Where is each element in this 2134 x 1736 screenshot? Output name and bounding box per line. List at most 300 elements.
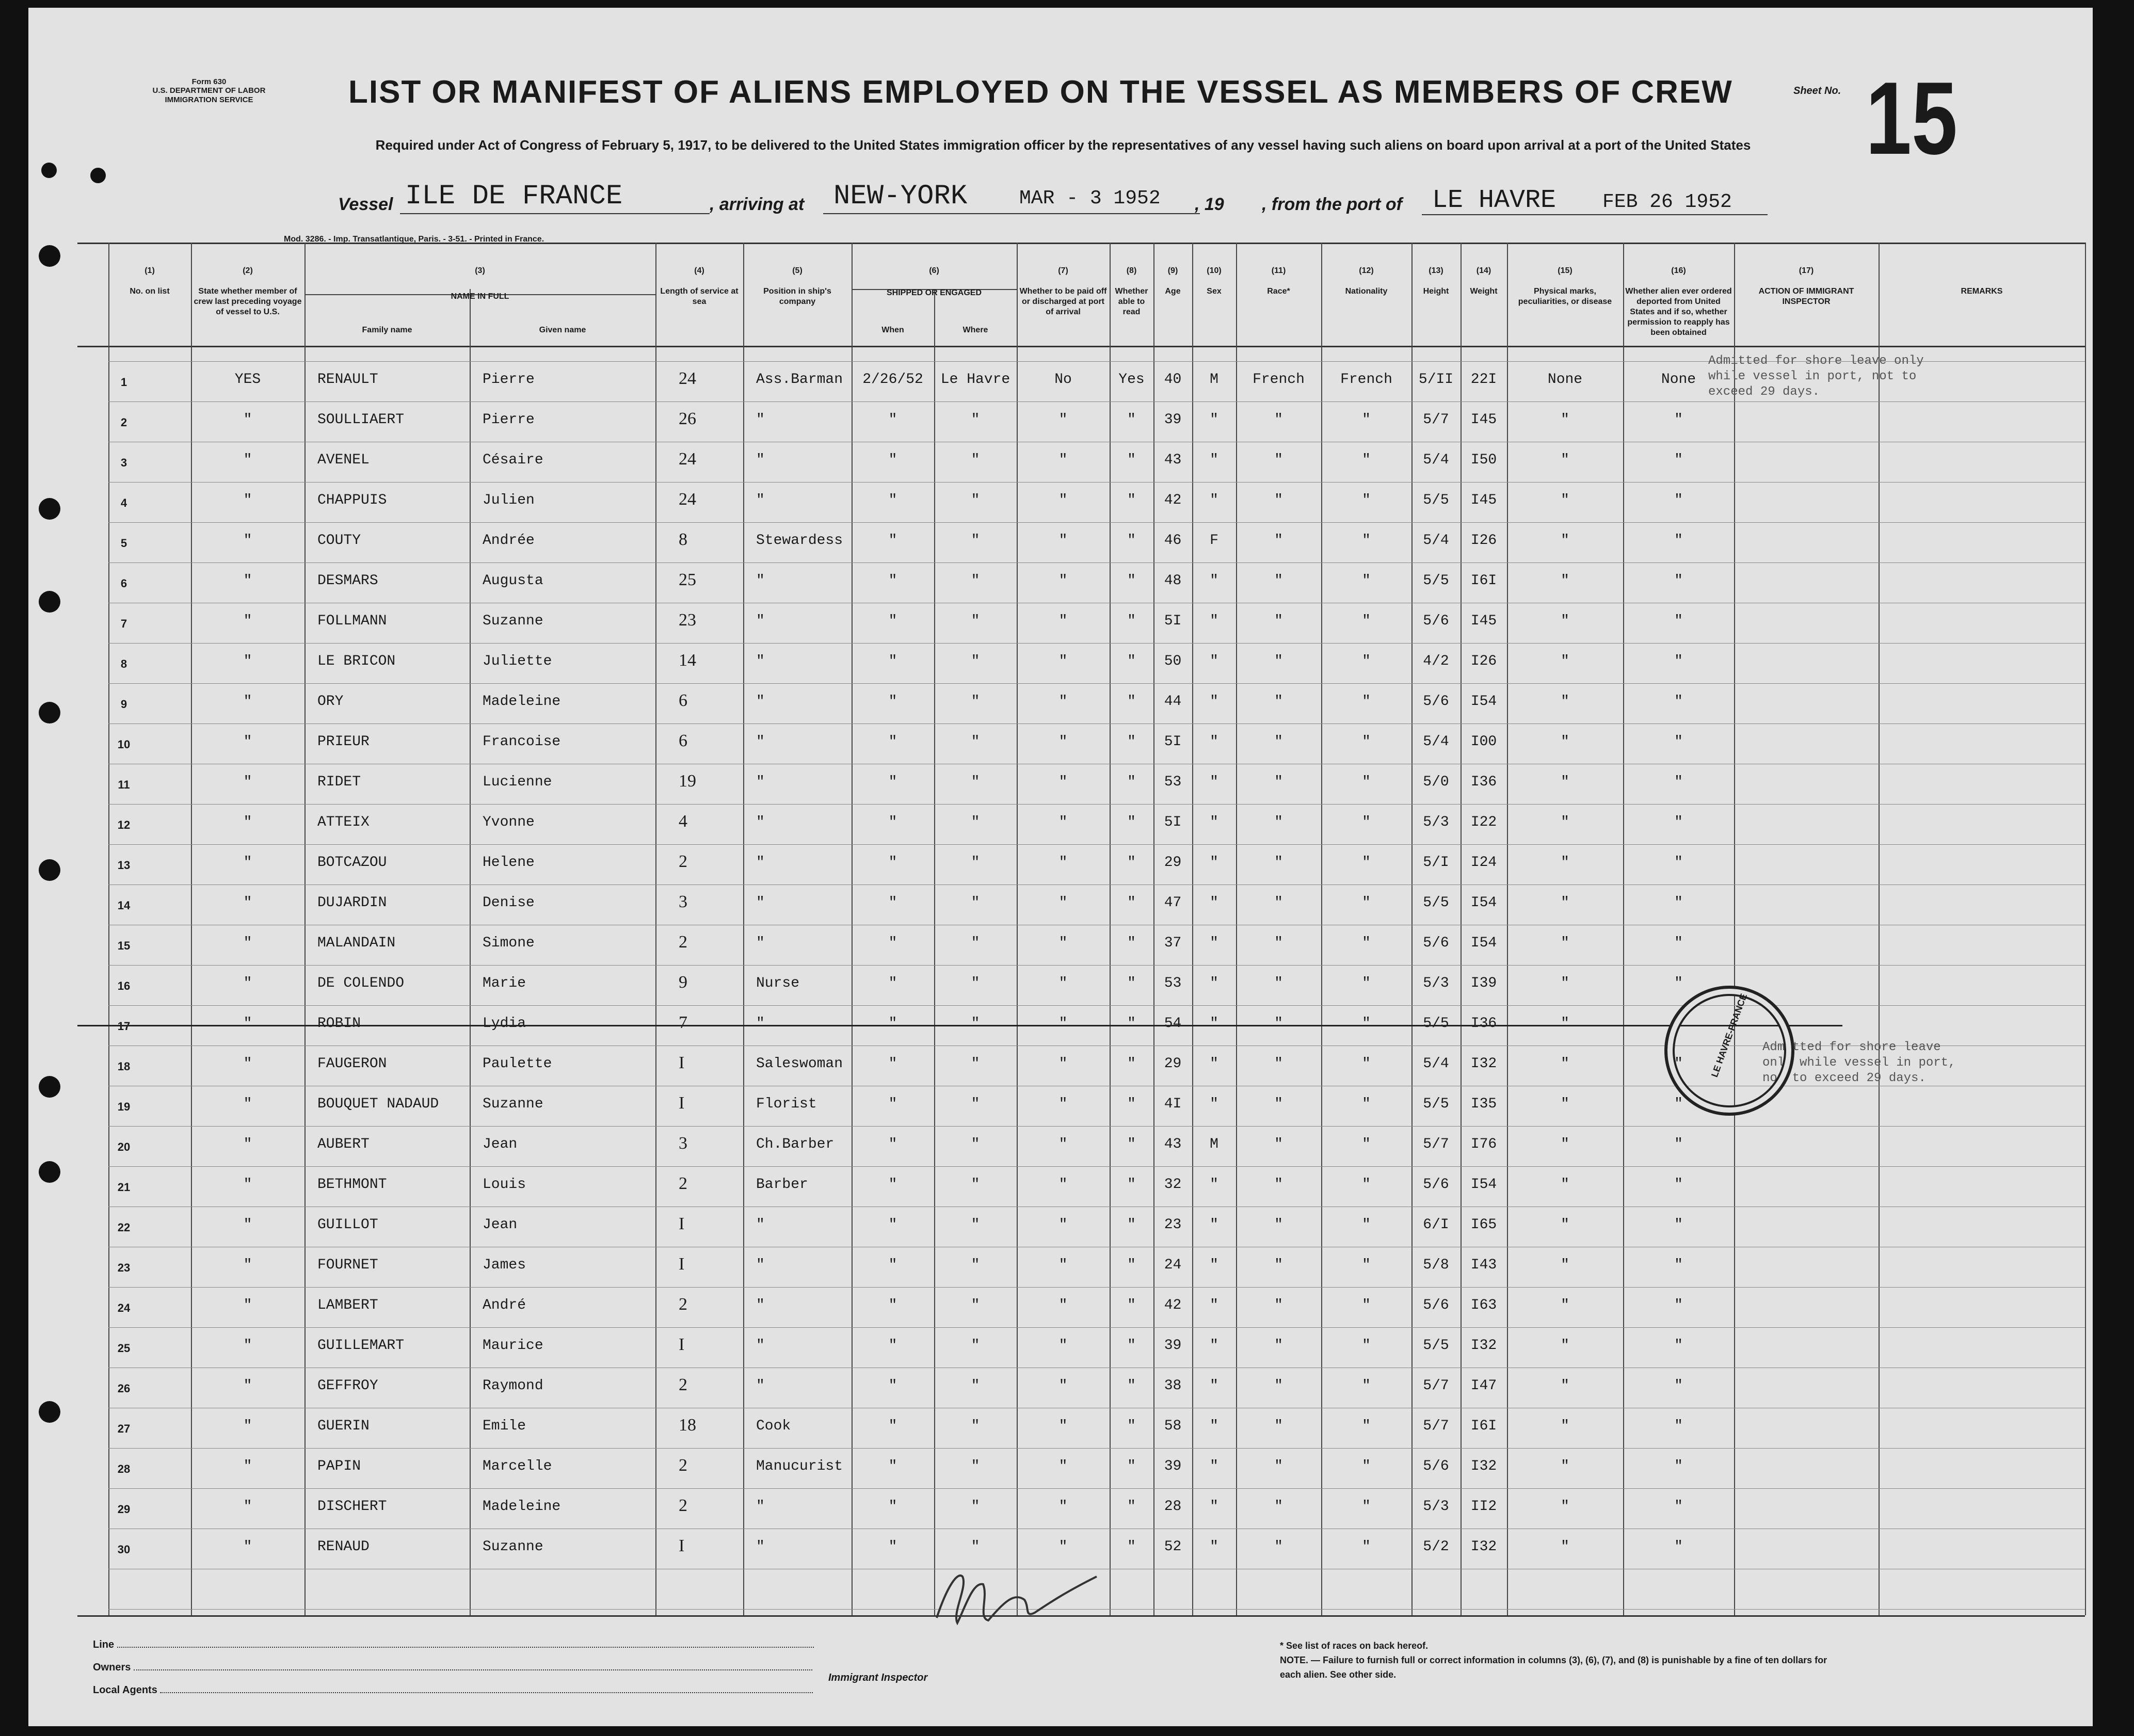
vessel-name: ILE DE FRANCE: [405, 181, 623, 212]
cell-service: 2: [679, 933, 687, 952]
cell-read: ": [1127, 1096, 1136, 1112]
cell-deported: ": [1674, 1257, 1683, 1273]
cell-height: 5/7: [1423, 1418, 1449, 1434]
cell-position: ": [756, 774, 765, 790]
cell-family: BOTCAZOU: [317, 855, 387, 871]
cell-when: ": [888, 1257, 897, 1273]
cell-read: ": [1127, 814, 1136, 830]
column-number: (11): [1271, 266, 1286, 275]
cell-where: ": [971, 1539, 980, 1555]
cell-paid: ": [1058, 895, 1068, 911]
binder-hole: [39, 702, 60, 724]
cell-family: GUILLEMART: [317, 1338, 405, 1354]
cell-race: ": [1274, 492, 1283, 508]
cell-read: ": [1127, 533, 1136, 549]
cell-where: ": [971, 734, 980, 750]
cell-service: 14: [679, 651, 696, 670]
agents-field: [93, 1679, 814, 1701]
column-divider: [1110, 243, 1111, 1615]
cell-deported: ": [1674, 412, 1683, 428]
cell-prev: ": [243, 855, 252, 871]
cell-sex: ": [1210, 613, 1218, 629]
cell-nat: ": [1362, 694, 1371, 710]
cell-given: André: [483, 1297, 526, 1313]
column-number: (9): [1167, 266, 1178, 275]
column-number: (8): [1126, 266, 1137, 275]
cell-paid: ": [1058, 1418, 1068, 1434]
column-subtitle: Where: [962, 326, 988, 334]
cell-when: ": [888, 533, 897, 549]
cell-age: 53: [1164, 774, 1182, 790]
crew-table: [77, 243, 2085, 1620]
cell-marks: ": [1561, 1136, 1569, 1152]
row-number: 25: [117, 1342, 131, 1355]
cell-weight: I32: [1470, 1539, 1497, 1555]
column-number: (17): [1799, 266, 1814, 275]
cell-prev: ": [243, 412, 252, 428]
column-title: NAME IN FULL: [451, 292, 509, 301]
cell-read: ": [1127, 492, 1136, 508]
cell-height: 5/4: [1423, 533, 1449, 549]
cell-paid: ": [1058, 855, 1068, 871]
column-number: (13): [1429, 266, 1443, 275]
cell-when: ": [888, 1056, 897, 1072]
cell-height: 5/4: [1423, 452, 1449, 468]
cell-deported: ": [1674, 1217, 1683, 1233]
cell-read: ": [1127, 1136, 1136, 1152]
cell-race: ": [1274, 774, 1283, 790]
row-rule: [108, 482, 2085, 483]
cell-position: ": [756, 855, 765, 871]
cell-nat: ": [1362, 1177, 1371, 1193]
port-stamp: [1664, 986, 1794, 1116]
cell-service: 4: [679, 812, 687, 831]
cell-deported: ": [1674, 573, 1683, 589]
cell-weight: I24: [1470, 855, 1497, 871]
cell-service: 23: [679, 610, 696, 630]
cell-nat: ": [1362, 935, 1371, 951]
cell-age: 39: [1164, 1458, 1182, 1474]
cell-where: ": [971, 613, 980, 629]
cell-deported: ": [1674, 533, 1683, 549]
cell-prev: ": [243, 573, 252, 589]
column-title: Length of service at sea: [660, 287, 739, 306]
cell-position: Ch.Barber: [756, 1136, 835, 1152]
column-number: (16): [1671, 266, 1686, 275]
cell-when: ": [888, 1177, 897, 1193]
cell-sex: ": [1210, 855, 1218, 871]
cell-when: ": [888, 935, 897, 951]
cell-read: ": [1127, 1418, 1136, 1434]
owners-label: Owners: [93, 1662, 131, 1673]
row-number: 29: [117, 1503, 131, 1516]
cell-given: Lydia: [483, 1016, 526, 1032]
binder-hole: [41, 163, 57, 178]
departure-date: FEB 26 1952: [1602, 191, 1732, 213]
column-title: Height: [1423, 287, 1449, 296]
cell-sex: ": [1210, 1539, 1218, 1555]
cell-family: LE BRICON: [317, 653, 396, 669]
cell-marks: ": [1561, 975, 1569, 991]
cell-height: 5/6: [1423, 1177, 1449, 1193]
cell-given: Juliette: [483, 653, 552, 669]
binder-hole: [90, 168, 106, 183]
remark-shore-leave-first: Admitted for shore leave only while vessel in port, not to exceed 29 days.: [1708, 354, 1924, 399]
cell-where: ": [971, 492, 980, 508]
cell-nat: ": [1362, 1458, 1371, 1474]
column-divider: [1879, 243, 1880, 1615]
column-divider: [1411, 243, 1413, 1615]
column-divider: [1623, 243, 1624, 1615]
column-title: Whether to be paid off or discharged at port of arrival: [1019, 287, 1107, 316]
cell-deported: ": [1674, 1016, 1683, 1032]
cell-height: 6/I: [1423, 1217, 1449, 1233]
cell-marks: ": [1561, 1016, 1569, 1032]
inspector-signature: [926, 1556, 1112, 1638]
cell-nat: ": [1362, 774, 1371, 790]
cell-family: FOURNET: [317, 1257, 378, 1273]
department-name: U.S. DEPARTMENT OF LABOR: [152, 86, 266, 95]
cell-marks: ": [1561, 1096, 1569, 1112]
cell-where: ": [971, 573, 980, 589]
column-title: Position in ship's company: [763, 287, 831, 306]
cell-when: ": [888, 1499, 897, 1515]
cell-sex: ": [1210, 1499, 1218, 1515]
cell-age: 5I: [1164, 814, 1182, 830]
vessel-label: Vessel: [338, 195, 393, 214]
cell-sex: ": [1210, 734, 1218, 750]
cell-sex: ": [1210, 412, 1218, 428]
cell-where: ": [971, 774, 980, 790]
cell-age: 58: [1164, 1418, 1182, 1434]
cell-race: ": [1274, 533, 1283, 549]
row-number: 27: [117, 1422, 131, 1435]
cell-sex: M: [1210, 1136, 1218, 1152]
cell-age: 42: [1164, 492, 1182, 508]
cell-age: 38: [1164, 1378, 1182, 1394]
cell-family: ATTEIX: [317, 814, 370, 830]
row-rule: [108, 844, 2085, 845]
race-note: * See list of races on back hereof.: [1280, 1641, 1429, 1651]
cell-service: 26: [679, 409, 696, 428]
cell-deported: ": [1674, 1458, 1683, 1474]
arriving-label: , arriving at: [710, 195, 805, 214]
cell-sex: ": [1210, 694, 1218, 710]
cell-deported: ": [1674, 895, 1683, 911]
cell-paid: ": [1058, 1378, 1068, 1394]
cell-height: 5/I: [1423, 855, 1449, 871]
cell-when: ": [888, 1378, 897, 1394]
cell-marks: ": [1561, 1378, 1569, 1394]
cell-read: ": [1127, 452, 1136, 468]
cell-service: I: [679, 1214, 685, 1233]
remark-shore-leave-second: Admitted for shore leave only while vessel in port, not to exceed 29 days.: [1762, 1040, 1956, 1085]
cell-where: ": [971, 975, 980, 991]
column-title: State whether member of crew last preceding voyage of vessel to U.S.: [194, 287, 302, 316]
cell-sex: ": [1210, 774, 1218, 790]
cell-weight: II2: [1470, 1499, 1497, 1515]
cell-prev: ": [243, 935, 252, 951]
binder-hole: [39, 1076, 60, 1098]
cell-race: ": [1274, 613, 1283, 629]
column-title: Age: [1165, 287, 1181, 296]
cell-marks: ": [1561, 1539, 1569, 1555]
cell-where: ": [971, 412, 980, 428]
inspector-label: Immigrant Inspector: [828, 1672, 928, 1683]
cell-age: 32: [1164, 1177, 1182, 1193]
column-divider: [1734, 243, 1735, 1615]
cell-given: Suzanne: [483, 1096, 543, 1112]
from-port-label: , from the port of: [1262, 195, 1402, 214]
sheet-label: Sheet No.: [1793, 85, 1841, 97]
cell-prev: ": [243, 1177, 252, 1193]
column-number: (3): [475, 266, 485, 275]
cell-nat: ": [1362, 1257, 1371, 1273]
cell-race: ": [1274, 1056, 1283, 1072]
cell-where: ": [971, 1016, 980, 1032]
cell-where: ": [971, 653, 980, 669]
cell-height: 5/5: [1423, 1096, 1449, 1112]
cell-race: ": [1274, 1096, 1283, 1112]
cell-read: ": [1127, 1338, 1136, 1354]
cell-when: ": [888, 975, 897, 991]
cell-given: Augusta: [483, 573, 543, 589]
row-number: 21: [117, 1181, 131, 1194]
row-number: 6: [120, 577, 127, 590]
cell-when: 2/26/52: [862, 372, 923, 388]
cell-weight: I32: [1470, 1338, 1497, 1354]
cell-weight: I63: [1470, 1297, 1497, 1313]
column-title: Nationality: [1345, 287, 1388, 296]
column-number: (15): [1558, 266, 1573, 275]
cell-marks: None: [1547, 372, 1583, 388]
cell-paid: ": [1058, 1177, 1068, 1193]
cell-service: I: [679, 1094, 685, 1113]
cell-prev: ": [243, 1297, 252, 1313]
owners-field: [93, 1656, 814, 1679]
cell-read: ": [1127, 613, 1136, 629]
cell-where: ": [971, 1096, 980, 1112]
cell-read: ": [1127, 1056, 1136, 1072]
cell-prev: ": [243, 975, 252, 991]
cell-race: ": [1274, 1539, 1283, 1555]
cell-weight: I54: [1470, 895, 1497, 911]
cell-sex: ": [1210, 1418, 1218, 1434]
cell-position: ": [756, 653, 765, 669]
footer-fields: [93, 1633, 814, 1701]
cell-read: ": [1127, 975, 1136, 991]
cell-nat: ": [1362, 653, 1371, 669]
binder-hole: [39, 859, 60, 881]
row-rule: [108, 562, 2085, 563]
cell-nat: ": [1362, 1136, 1371, 1152]
row-number: 9: [120, 698, 127, 711]
cell-prev: ": [243, 814, 252, 830]
column-title: Weight: [1470, 287, 1498, 296]
column-number: (1): [145, 266, 155, 275]
cell-when: ": [888, 452, 897, 468]
cell-prev: ": [243, 895, 252, 911]
cell-sex: ": [1210, 653, 1218, 669]
cell-race: ": [1274, 694, 1283, 710]
cell-where: ": [971, 1177, 980, 1193]
cell-family: AUBERT: [317, 1136, 370, 1152]
cell-read: ": [1127, 1217, 1136, 1233]
line-field: [93, 1633, 814, 1656]
row-number: 20: [117, 1140, 131, 1153]
cell-read: ": [1127, 1499, 1136, 1515]
cell-marks: ": [1561, 855, 1569, 871]
cell-paid: ": [1058, 452, 1068, 468]
cell-marks: ": [1561, 412, 1569, 428]
cell-family: BOUQUET NADAUD: [317, 1096, 439, 1112]
form-number-block: [132, 77, 286, 104]
column-title: Physical marks, peculiarities, or disease: [1518, 287, 1612, 306]
column-divider: [1507, 243, 1508, 1615]
cell-service: I: [679, 1335, 685, 1354]
cell-family: RENAULT: [317, 372, 378, 388]
cell-when: ": [888, 613, 897, 629]
cell-given: James: [483, 1257, 526, 1273]
cell-paid: ": [1058, 1217, 1068, 1233]
column-number: (4): [694, 266, 704, 275]
column-title: Whether alien ever ordered deported from United States and if so, whether permission to reapply has been obtained: [1625, 287, 1732, 337]
cell-age: 54: [1164, 1016, 1182, 1032]
row-number: 23: [117, 1261, 131, 1274]
cell-age: 39: [1164, 1338, 1182, 1354]
cell-height: 5/3: [1423, 1499, 1449, 1515]
row-number: 30: [117, 1543, 131, 1556]
cell-when: ": [888, 855, 897, 871]
row-rule: [108, 1166, 2085, 1167]
column-subtitle: When: [881, 326, 904, 334]
cell-race: ": [1274, 653, 1283, 669]
cell-position: ": [756, 935, 765, 951]
cell-height: 5/7: [1423, 1136, 1449, 1152]
row-number: 17: [117, 1020, 131, 1033]
cell-deported: ": [1674, 613, 1683, 629]
cell-family: RENAUD: [317, 1539, 370, 1555]
cell-weight: I54: [1470, 1177, 1497, 1193]
cell-weight: I39: [1470, 975, 1497, 991]
cell-race: ": [1274, 452, 1283, 468]
cell-read: ": [1127, 694, 1136, 710]
cell-position: ": [756, 814, 765, 830]
cell-weight: I00: [1470, 734, 1497, 750]
cell-sex: ": [1210, 492, 1218, 508]
column-divider: [304, 243, 306, 1615]
cell-where: ": [971, 1378, 980, 1394]
cell-deported: ": [1674, 694, 1683, 710]
cell-read: ": [1127, 734, 1136, 750]
cell-age: 50: [1164, 653, 1182, 669]
cell-position: Nurse: [756, 975, 800, 991]
cell-prev: ": [243, 492, 252, 508]
cell-family: LAMBERT: [317, 1297, 378, 1313]
cell-position: Manucurist: [756, 1458, 843, 1474]
departure-line: [1422, 214, 1768, 215]
cell-nat: ": [1362, 1499, 1371, 1515]
cell-position: ": [756, 694, 765, 710]
column-divider: [1321, 243, 1322, 1615]
cell-weight: I45: [1470, 412, 1497, 428]
strike-through-line: [77, 1025, 1842, 1026]
cell-sex: ": [1210, 975, 1218, 991]
column-divider: [655, 243, 656, 1615]
row-rule: [108, 804, 2085, 805]
cell-paid: ": [1058, 1096, 1068, 1112]
column-title: No. on list: [130, 287, 170, 296]
cell-family: PRIEUR: [317, 734, 370, 750]
row-number: 16: [117, 979, 131, 992]
cell-height: 4/2: [1423, 653, 1449, 669]
cell-service: 2: [679, 1456, 687, 1475]
cell-where: ": [971, 1297, 980, 1313]
cell-family: BETHMONT: [317, 1177, 387, 1193]
cell-nat: ": [1362, 734, 1371, 750]
cell-height: 5/II: [1418, 372, 1454, 388]
cell-deported: ": [1674, 1418, 1683, 1434]
cell-weight: I32: [1470, 1458, 1497, 1474]
row-rule: [108, 965, 2085, 966]
cell-marks: ": [1561, 613, 1569, 629]
cell-paid: ": [1058, 1136, 1068, 1152]
cell-deported: None: [1661, 372, 1696, 388]
binder-hole: [39, 591, 60, 613]
cell-position: ": [756, 492, 765, 508]
cell-read: ": [1127, 935, 1136, 951]
cell-deported: ": [1674, 1096, 1683, 1112]
cell-position: ": [756, 1378, 765, 1394]
cell-height: 5/4: [1423, 1056, 1449, 1072]
cell-race: ": [1274, 1016, 1283, 1032]
cell-marks: ": [1561, 492, 1569, 508]
cell-marks: ": [1561, 1217, 1569, 1233]
binder-hole: [39, 1161, 60, 1183]
cell-read: Yes: [1118, 372, 1145, 388]
local-agents-label: Local Agents: [93, 1684, 157, 1696]
cell-deported: ": [1674, 1136, 1683, 1152]
cell-paid: ": [1058, 1257, 1068, 1273]
cell-family: COUTY: [317, 533, 361, 549]
cell-family: PAPIN: [317, 1458, 361, 1474]
cell-race: French: [1253, 372, 1305, 388]
cell-marks: ": [1561, 1056, 1569, 1072]
cell-height: 5/2: [1423, 1539, 1449, 1555]
cell-when: ": [888, 1418, 897, 1434]
cell-sex: ": [1210, 1257, 1218, 1273]
cell-prev: ": [243, 533, 252, 549]
cell-read: ": [1127, 653, 1136, 669]
cell-service: 24: [679, 369, 696, 388]
cell-sex: ": [1210, 1217, 1218, 1233]
cell-marks: ": [1561, 1499, 1569, 1515]
cell-where: ": [971, 1136, 980, 1152]
cell-marks: ": [1561, 935, 1569, 951]
cell-paid: ": [1058, 774, 1068, 790]
cell-deported: ": [1674, 1499, 1683, 1515]
cell-service: 25: [679, 570, 696, 589]
cell-marks: ": [1561, 1338, 1569, 1354]
cell-when: ": [888, 653, 897, 669]
cell-where: ": [971, 1257, 980, 1273]
cell-marks: ": [1561, 694, 1569, 710]
cell-deported: ": [1674, 1177, 1683, 1193]
cell-sex: ": [1210, 1096, 1218, 1112]
cell-race: ": [1274, 855, 1283, 871]
column-divider: [1461, 243, 1462, 1615]
cell-age: 42: [1164, 1297, 1182, 1313]
